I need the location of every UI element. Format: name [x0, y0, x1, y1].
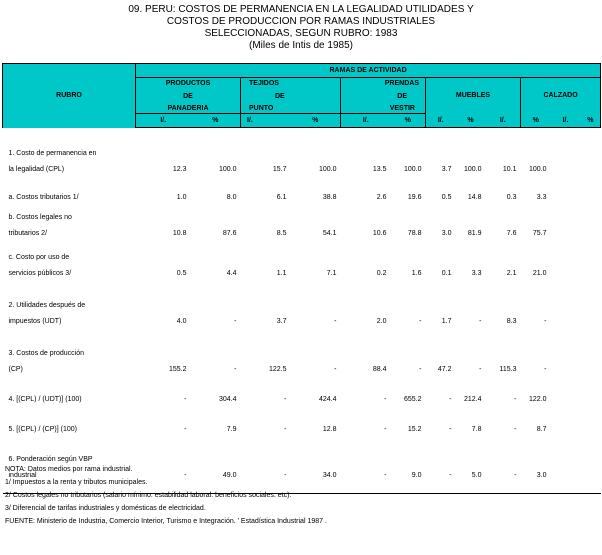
cell-value: 1.6 — [411, 270, 422, 277]
cell-value: 8.3 — [506, 318, 517, 325]
cell-value: 7.6 — [506, 230, 517, 237]
cell-value: 7.9 — [226, 426, 237, 433]
cell-value: 75.7 — [532, 230, 547, 237]
col-pct: % — [521, 114, 551, 128]
group-panaderia-l3: PANADERIA — [136, 104, 241, 114]
cell-value: 21.0 — [532, 270, 547, 277]
group-tejidos-l1: TEJIDOS — [241, 78, 341, 90]
cell-value: - — [184, 426, 187, 433]
group-prendas-l1: PRENDAS — [341, 78, 426, 90]
cell-value: - — [334, 318, 337, 325]
header-rubro: RUBRO — [3, 64, 136, 128]
cell-value: 13.5 — [372, 166, 387, 173]
cell-value: 424.4 — [318, 396, 337, 403]
title-units: (Miles de Intis de 1985) — [249, 40, 353, 51]
cell-value: - — [184, 396, 187, 403]
table-row — [3, 314, 601, 330]
col-pct: % — [581, 114, 601, 128]
title-line-1: 09. PERU: COSTOS DE PERMANENCIA EN LA LEGALIDAD UTILIDADES Y — [128, 4, 474, 15]
cell-value: 100.0 — [403, 166, 422, 173]
cell-value: 3.7 — [441, 166, 452, 173]
group-tejidos-l3: PUNTO — [241, 104, 341, 114]
cell-value: 2.1 — [506, 270, 517, 277]
cell-value: 10.6 — [372, 230, 387, 237]
cell-value: 9.0 — [411, 472, 422, 479]
note-line: 1/ Impuestos a la renta y tributos municipales. — [5, 479, 148, 486]
note-line: FUENTE: Ministerio de Industria, Comercio Interior, Turismo e Integración. ' Estadística Industrial 1987 . — [5, 518, 327, 525]
cell-value: - — [234, 318, 237, 325]
cell-value: 78.8 — [407, 230, 422, 237]
col-pct: % — [191, 114, 241, 128]
cell-value: - — [284, 396, 287, 403]
table-row — [3, 392, 601, 408]
row-label: 5. [(CPL) / (CP)] (100) — [8, 426, 77, 433]
cell-value: 3.0 — [536, 472, 547, 479]
row-label: a. Costos tributarios 1/ — [8, 194, 79, 201]
cell-value: - — [284, 472, 287, 479]
cell-value: 212.4 — [463, 396, 482, 403]
cell-value: - — [479, 366, 482, 373]
cell-value: 0.5 — [441, 194, 452, 201]
cell-value: 88.4 — [372, 366, 387, 373]
cell-value: 87.6 — [222, 230, 237, 237]
cell-value: 1.7 — [441, 318, 452, 325]
cell-value: 54.1 — [322, 230, 337, 237]
cell-value: - — [234, 366, 237, 373]
table-row — [3, 190, 601, 206]
cell-value: 3.0 — [441, 230, 452, 237]
cell-value: 8.5 — [276, 230, 287, 237]
notes — [5, 463, 327, 528]
group-panaderia-l2: DE — [136, 90, 241, 104]
row-label: 6. Ponderación según VBP — [8, 456, 93, 463]
table-row — [3, 422, 601, 438]
col-unit: I/. — [486, 114, 521, 128]
cell-value: 8.7 — [536, 426, 547, 433]
row-label: b. Costos legales no — [8, 214, 72, 221]
cell-value: 0.5 — [176, 270, 187, 277]
group-tejidos-l2: DE — [241, 90, 341, 104]
cell-value: - — [544, 318, 547, 325]
cell-value: 49.0 — [222, 472, 237, 479]
row-label: servicios públicos 3/ — [8, 270, 72, 277]
cell-value: - — [419, 318, 422, 325]
cell-value: 2.0 — [376, 318, 387, 325]
cell-value: - — [449, 396, 452, 403]
col-unit: I/. — [136, 114, 191, 128]
row-label: c. Costo por uso de — [8, 254, 70, 261]
title-line-3: SELECCIONADAS, SEGUN RUBRO: 1983 — [204, 28, 398, 39]
cell-value: 15.7 — [272, 166, 287, 173]
title-line-2: COSTOS DE PRODUCCION POR RAMAS INDUSTRIALES — [166, 16, 436, 27]
cell-value: 0.2 — [376, 270, 387, 277]
row-label: tributarios 2/ — [8, 230, 48, 237]
cell-value: 81.9 — [467, 230, 482, 237]
group-panaderia-l1: PRODUCTOS — [136, 78, 241, 90]
cell-value: 4.4 — [226, 270, 237, 277]
cell-value: 1.0 — [176, 194, 187, 201]
cell-value: 655.2 — [403, 396, 422, 403]
cell-value: 10.1 — [502, 166, 517, 173]
cell-value: 122.0 — [528, 396, 547, 403]
cell-value: 4.0 — [176, 318, 187, 325]
cell-value: 47.2 — [437, 366, 452, 373]
col-unit: I/. — [426, 114, 456, 128]
cell-value: 19.6 — [407, 194, 422, 201]
table-title — [0, 4, 602, 52]
row-label: (CP) — [8, 366, 23, 373]
cell-value: 38.8 — [322, 194, 337, 201]
table-row — [3, 346, 601, 362]
cell-value: 15.2 — [407, 426, 422, 433]
cell-value: - — [514, 426, 517, 433]
cell-value: 3.7 — [276, 318, 287, 325]
cell-value: 6.1 — [276, 194, 287, 201]
cell-value: 115.3 — [499, 366, 517, 373]
cell-value: - — [384, 426, 387, 433]
cell-value: 12.8 — [322, 426, 337, 433]
group-prendas-l3: VESTIR — [341, 104, 426, 114]
cell-value: 0.3 — [506, 194, 517, 201]
note-line: NOTA: Datos medios por rama industrial. — [5, 466, 133, 473]
cell-value: 100.0 — [318, 166, 337, 173]
col-unit: I/. — [551, 114, 581, 128]
col-unit: I/. — [341, 114, 391, 128]
cell-value: - — [449, 472, 452, 479]
cell-value: 122.5 — [268, 366, 287, 373]
cell-value: 8.0 — [226, 194, 237, 201]
row-label: impuestos (UDT) — [8, 318, 62, 325]
row-label: la legalidad (CPL) — [8, 166, 65, 173]
cell-value: - — [514, 396, 517, 403]
table-row — [3, 146, 601, 162]
cell-value: 2.6 — [376, 194, 387, 201]
col-pct: % — [456, 114, 486, 128]
table-row — [3, 162, 601, 178]
cell-value: - — [384, 472, 387, 479]
cell-value: - — [334, 366, 337, 373]
group-muebles: MUEBLES — [426, 78, 521, 114]
table-row — [3, 226, 601, 242]
cell-value: 10.8 — [172, 230, 187, 237]
row-label: 4. [(CPL) / (UDT)] (100) — [8, 396, 82, 403]
cell-value: 7.1 — [326, 270, 337, 277]
col-pct: % — [291, 114, 341, 128]
cell-value: 12.3 — [172, 166, 187, 173]
cell-value: 3.3 — [471, 270, 482, 277]
note-line: 3/ Diferencial de tarifas industriales y domésticas de electricidad. — [5, 505, 206, 512]
cell-value: 100.0 — [528, 166, 547, 173]
cell-value: 304.4 — [218, 396, 237, 403]
data-table — [2, 63, 601, 494]
col-pct: % — [391, 114, 426, 128]
cell-value: - — [419, 366, 422, 373]
note-line: 2/ Costos legales no tributarios (salario mínimo: estabilidad laboral: beneficios sociales: etc). — [5, 492, 292, 499]
cell-value: 34.0 — [322, 472, 337, 479]
group-calzado: CALZADO — [521, 78, 601, 114]
cell-value: - — [544, 366, 547, 373]
cell-value: 155.2 — [168, 366, 187, 373]
cell-value: - — [449, 426, 452, 433]
col-unit: I/. — [241, 114, 291, 128]
cell-value: - — [514, 472, 517, 479]
group-prendas-l2: DE — [341, 90, 426, 104]
cell-value: - — [184, 472, 187, 479]
row-label: 2. Utilidades después de — [8, 302, 86, 309]
cell-value: - — [479, 318, 482, 325]
row-label: industrial — [8, 472, 37, 479]
cell-value: 1.1 — [276, 270, 287, 277]
table-row — [3, 210, 601, 226]
row-label: 3. Costos de producción — [8, 350, 84, 357]
table-row — [3, 298, 601, 314]
cell-value: - — [384, 396, 387, 403]
cell-value: 14.8 — [467, 194, 482, 201]
cell-value: - — [284, 426, 287, 433]
row-label: 1. Costo de permanencia en — [8, 150, 97, 157]
cell-value: 100.0 — [218, 166, 237, 173]
table-row — [3, 266, 601, 282]
cell-value: 100.0 — [463, 166, 482, 173]
cell-value: 0.1 — [441, 270, 452, 277]
table-row — [3, 250, 601, 266]
cell-value: 5.0 — [471, 472, 482, 479]
cell-value: 3.3 — [536, 194, 547, 201]
table-row — [3, 362, 601, 378]
header-ramas: RAMAS DE ACTIVIDAD — [136, 64, 601, 78]
cell-value: 7.8 — [471, 426, 482, 433]
